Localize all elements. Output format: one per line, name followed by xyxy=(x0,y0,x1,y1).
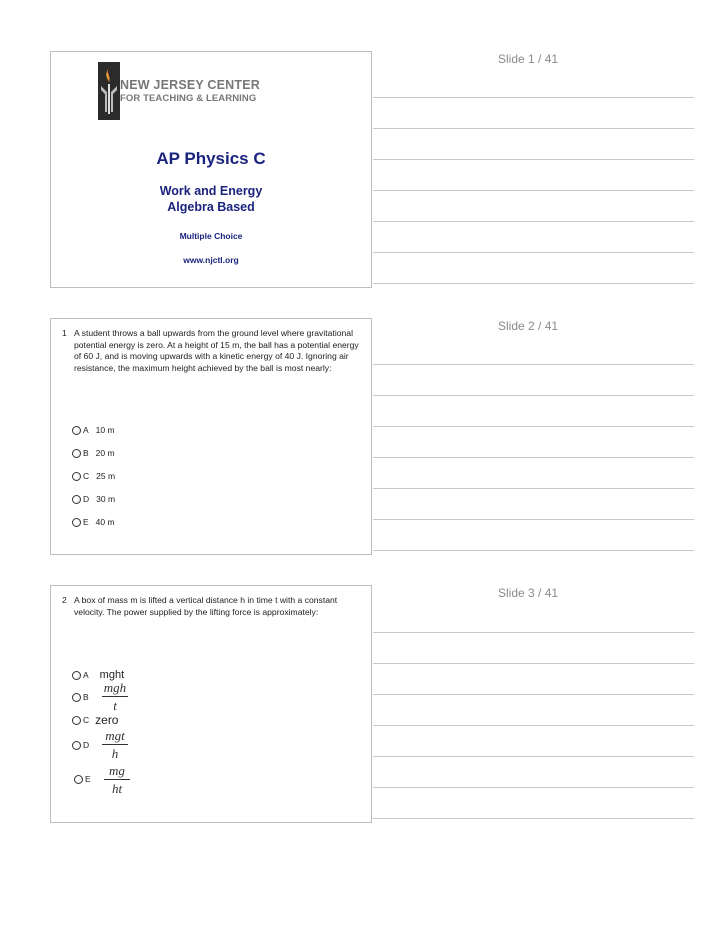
note-line xyxy=(373,694,694,695)
option-letter: D xyxy=(83,740,90,750)
note-line xyxy=(373,787,694,788)
fraction-numerator: mgh xyxy=(103,680,127,695)
fraction-bar xyxy=(102,744,128,745)
presentation-subtitle-2: Algebra Based xyxy=(167,200,255,214)
radio-button-icon[interactable] xyxy=(74,775,83,784)
answer-option-d[interactable] xyxy=(72,738,96,752)
option-value: 25 m xyxy=(96,471,116,481)
question-body: A student throws a ball upwards from the ground level where gravitational potential energy is zero. At a height of 15 m, the ball has a potential energy of 60 J, and is moving upwards with a kinetic energy of 40 J. Ignoring air resistance, the maximum height achieved by the ball is most nearly: xyxy=(74,328,359,373)
question-text xyxy=(62,328,362,374)
radio-button-icon[interactable] xyxy=(72,518,81,527)
radio-button-icon[interactable] xyxy=(72,741,81,750)
note-line xyxy=(373,128,694,129)
njctl-logo xyxy=(98,62,288,120)
answer-option-e[interactable] xyxy=(74,772,98,786)
option-letter: E xyxy=(85,774,91,784)
logo-text-line2: FOR TEACHING & LEARNING xyxy=(120,93,257,104)
slide-3 xyxy=(50,585,372,823)
slide-label-2: Slide 2 / 41 xyxy=(498,319,559,333)
option-letter: C xyxy=(83,715,90,725)
radio-button-icon[interactable] xyxy=(72,426,81,435)
note-line xyxy=(373,159,694,160)
option-letter: B xyxy=(83,448,89,458)
answer-option-c[interactable] xyxy=(72,713,118,727)
radio-button-icon[interactable] xyxy=(72,472,81,481)
answer-option-e[interactable] xyxy=(72,515,115,529)
fraction-denominator: t xyxy=(113,698,117,713)
note-line xyxy=(373,252,694,253)
option-value: 10 m xyxy=(95,425,115,435)
fraction-denominator: h xyxy=(111,746,119,761)
radio-button-icon[interactable] xyxy=(72,671,81,680)
option-letter: C xyxy=(83,471,90,481)
answer-option-d[interactable] xyxy=(72,492,115,506)
answer-option-c[interactable] xyxy=(72,469,115,483)
fraction-bar xyxy=(104,779,130,780)
note-line xyxy=(373,818,694,819)
question-number: 1 xyxy=(62,328,67,338)
radio-button-icon[interactable] xyxy=(72,716,81,725)
fraction-numerator: mgt xyxy=(105,728,125,743)
note-line xyxy=(373,550,694,551)
note-line xyxy=(373,632,694,633)
option-letter: E xyxy=(83,517,89,527)
question-body: A box of mass m is lifted a vertical distance h in time t with a constant velocity. The power supplied by the lifting force is approximately: xyxy=(74,595,338,617)
note-line xyxy=(373,190,694,191)
slide-label-1: Slide 1 / 41 xyxy=(498,52,559,66)
fraction-mg-over-ht xyxy=(104,764,130,796)
note-line xyxy=(373,519,694,520)
answer-option-a[interactable] xyxy=(72,423,115,437)
option-letter: B xyxy=(83,692,89,702)
note-line xyxy=(373,395,694,396)
option-letter: D xyxy=(83,494,90,504)
question-text xyxy=(62,595,362,618)
note-line xyxy=(373,725,694,726)
note-line xyxy=(373,663,694,664)
presentation-title: AP Physics C xyxy=(156,149,266,168)
answer-option-b[interactable] xyxy=(72,446,115,460)
note-line xyxy=(373,97,694,98)
question-number: 2 xyxy=(62,595,67,605)
note-line xyxy=(373,488,694,489)
note-line xyxy=(373,426,694,427)
fraction-mgt-over-h xyxy=(102,729,128,761)
slide-label-3: Slide 3 / 41 xyxy=(498,586,559,600)
section-label: Multiple Choice xyxy=(179,231,243,241)
option-value: zero xyxy=(95,713,119,727)
fraction-bar xyxy=(102,696,128,697)
option-value: 40 m xyxy=(95,517,115,527)
slide-2 xyxy=(50,318,372,555)
note-line xyxy=(373,364,694,365)
fraction-denominator: ht xyxy=(111,781,123,796)
note-line xyxy=(373,283,694,284)
slide-1 xyxy=(50,51,372,288)
note-line xyxy=(373,221,694,222)
option-letter: A xyxy=(83,670,89,680)
fraction-numerator: mg xyxy=(109,763,125,778)
logo-text-line1: NEW JERSEY CENTER xyxy=(120,78,261,92)
option-letter: A xyxy=(83,425,89,435)
note-line xyxy=(373,756,694,757)
radio-button-icon[interactable] xyxy=(72,495,81,504)
fraction-mgh-over-t xyxy=(102,681,128,713)
note-line xyxy=(373,457,694,458)
option-value: 30 m xyxy=(96,494,116,504)
radio-button-icon[interactable] xyxy=(72,693,81,702)
answer-option-b[interactable] xyxy=(72,690,96,704)
option-value: 20 m xyxy=(95,448,115,458)
website-link[interactable]: www.njctl.org xyxy=(183,255,239,265)
presentation-subtitle-1: Work and Energy xyxy=(159,184,263,198)
radio-button-icon[interactable] xyxy=(72,449,81,458)
option-value: mght xyxy=(99,669,125,681)
njctl-logo-icon xyxy=(98,62,120,120)
